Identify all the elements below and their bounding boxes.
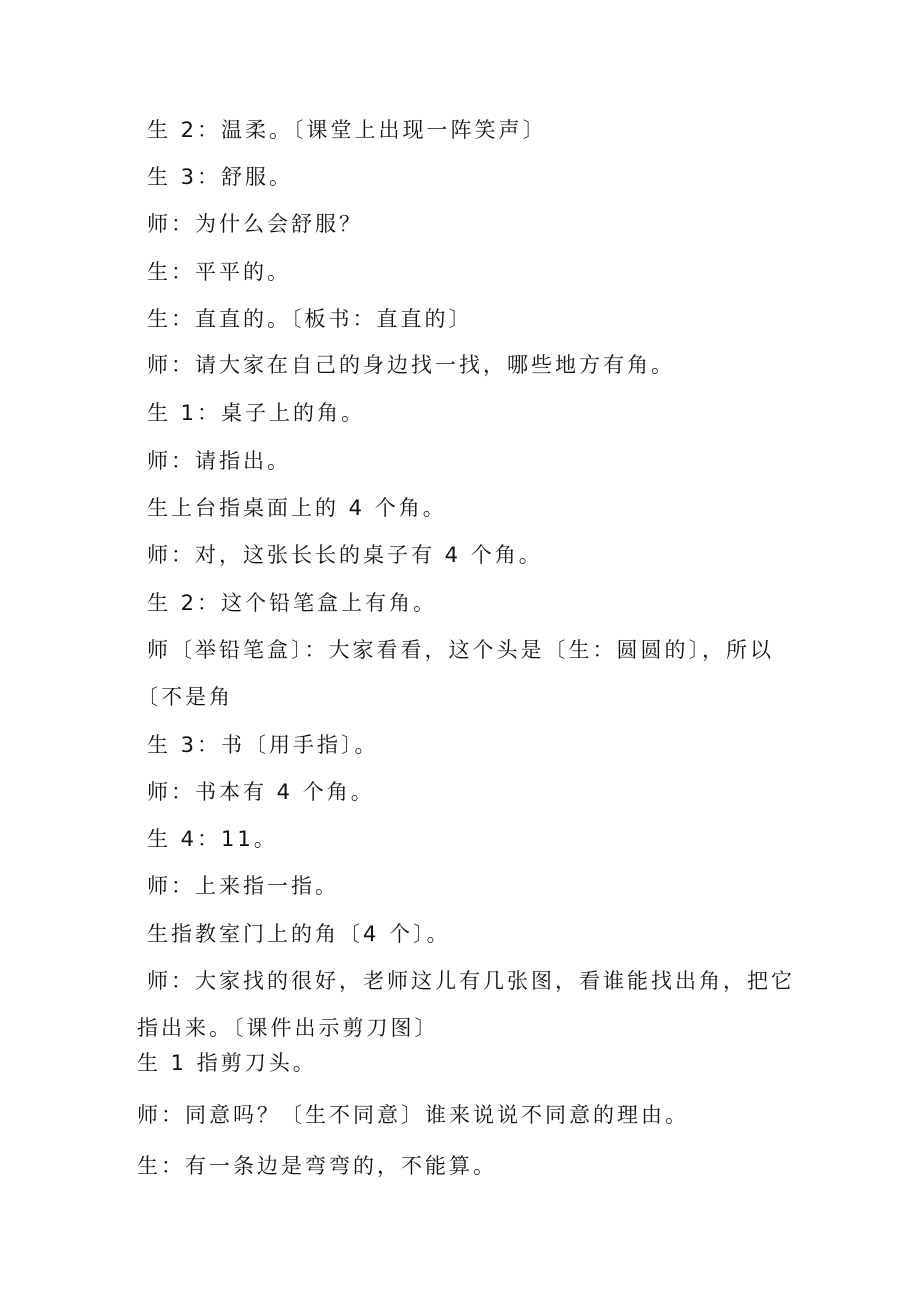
text-line: 师：对，这张长长的桌子有 4 个角。 xyxy=(147,543,543,567)
text-line: 师：大家找的很好，老师这儿有几张图，看谁能找出角，把它 xyxy=(147,969,795,993)
text-line: 师：同意吗？〔生不同意〕谁来说说不同意的理由。 xyxy=(137,1103,689,1127)
text-line: 生 2：温柔。〔课堂上出现一阵笑声〕 xyxy=(147,118,547,142)
text-line: 〔不是角 xyxy=(137,685,233,709)
text-line: 师：请大家在自己的身边找一找，哪些地方有角。 xyxy=(147,353,675,377)
text-line: 生 3：书〔用手指〕。 xyxy=(147,733,379,757)
text-line: 师：请指出。 xyxy=(147,449,291,473)
text-line: 生 1 指剪刀头。 xyxy=(137,1051,317,1075)
text-line: 师：书本有 4 个角。 xyxy=(147,780,375,804)
text-line: 生：有一条边是弯弯的，不能算。 xyxy=(137,1154,497,1178)
text-line: 生上台指桌面上的 4 个角。 xyxy=(147,496,447,520)
text-line: 生：平平的。 xyxy=(147,260,291,284)
text-line: 师：上来指一指。 xyxy=(147,874,339,898)
text-line: 指出来。〔课件出示剪刀图〕 xyxy=(137,1016,439,1040)
text-line: 师〔举铅笔盒〕：大家看看，这个头是〔生：圆圆的〕，所以 xyxy=(147,638,774,662)
text-line: 生 2：这个铅笔盒上有角。 xyxy=(147,591,438,615)
text-line: 生：直直的。〔板书：直直的〕 xyxy=(147,307,473,331)
text-line: 生 4：11。 xyxy=(147,827,278,851)
text-line: 生 3：舒服。 xyxy=(147,165,294,189)
text-line: 生指教室门上的角〔4 个〕。 xyxy=(147,922,451,946)
text-line: 师：为什么会舒服？ xyxy=(147,212,363,236)
text-line: 生 1：桌子上的角。 xyxy=(147,401,366,425)
